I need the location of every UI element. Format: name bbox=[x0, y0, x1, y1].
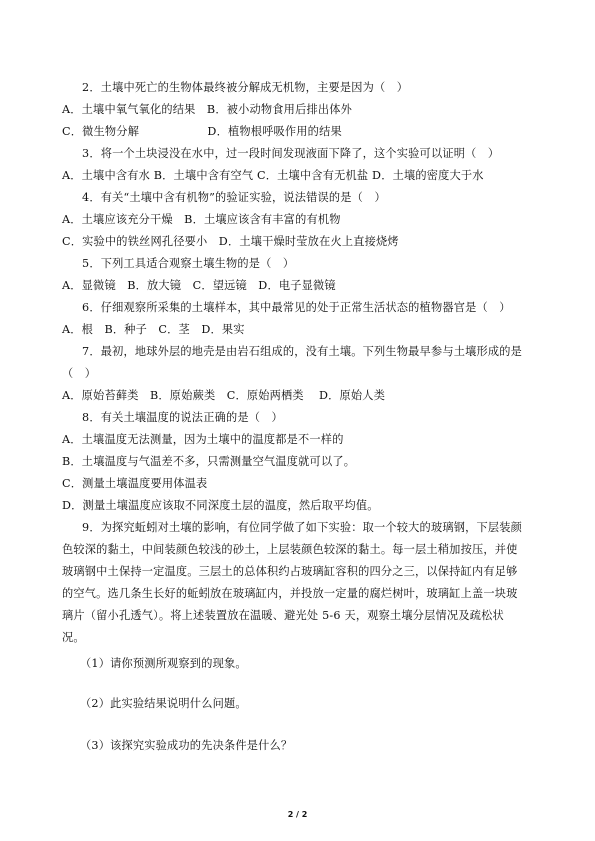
question-8: 8．有关土壤温度的说法正确的是（ ） bbox=[82, 411, 283, 424]
question-4: 4．有关“土壤中含有机物”的验证实验，说法错误的是（ ） bbox=[82, 191, 386, 204]
option-row: A．原始苔藓类 B．原始蕨类 C．原始两栖类 D．原始人类 bbox=[62, 389, 386, 402]
option-row: D．测量土壤温度应该取不同深度土层的温度，然后取平均值。 bbox=[62, 499, 379, 512]
option-row: C．实验中的铁丝网孔径要小 D．土壤干燥时莹放在火上直接烧烤 bbox=[62, 235, 399, 248]
question-7: 7．最初，地球外层的地壳是由岩石组成的，没有土壤。下列生物最早参与土壤形成的是 bbox=[82, 345, 523, 358]
question-9-cont: 色较深的黏土，中间装颜色较浅的砂土，上层装颜色较深的黏土。每一层土稍加按压，并使 bbox=[62, 543, 518, 556]
question-3: 3．将一个土块浸没在水中，过一段时间发现液面下降了，这个实验可以证明（ ） bbox=[82, 147, 500, 160]
question-9-cont: 况。 bbox=[62, 631, 85, 644]
option-row: A．土壤应该充分干燥 B．土壤应该含有丰富的有机物 bbox=[62, 213, 341, 226]
page-number: 2 / 2 bbox=[287, 810, 308, 819]
sub-question-1: （1）请你预测所观察到的现象。 bbox=[80, 657, 247, 670]
option-row: B．土壤温度与气温差不多，只需测量空气温度就可以了。 bbox=[62, 455, 356, 468]
question-9-cont: 玻璃钢中土保持一定温度。三层土的总体积约占玻璃缸容积的四分之三，以保持缸内有足够 bbox=[62, 565, 518, 578]
option-row: A．土壤中含有水 B．土壤中含有空气 C．土壤中含有无机盐 D．土壤的密度大于水 bbox=[62, 169, 484, 182]
question-9-cont: 的空气。选几条生长好的蚯蚓放在玻璃缸内，并投放一定量的腐烂树叶，玻璃缸上盖一块玻 bbox=[62, 587, 518, 600]
question-6: 6．仔细观察所采集的土壤样本，其中最常见的处于正常生活状态的植物器官是（ ） bbox=[82, 301, 511, 314]
option-row: A．显微镜 B．放大镜 C．望远镜 D．电子显微镜 bbox=[62, 279, 336, 292]
question-5: 5．下列工具适合观察土壤生物的是（ ） bbox=[82, 257, 295, 270]
option-row: C．测量土壤温度要用体温表 bbox=[62, 477, 208, 490]
option-row: A．根 B．种子 C．茎 D．果实 bbox=[62, 323, 245, 336]
option-row: C．微生物分解 D．植物根呼吸作用的结果 bbox=[62, 125, 342, 138]
question-2: 2．土壤中死亡的生物体最终被分解成无机物，主要是因为（ ） bbox=[82, 81, 409, 94]
question-9: 9．为探究蚯蚓对土壤的影响，有位同学做了如下实验：取一个较大的玻璃钢，下层装颜 bbox=[82, 521, 523, 534]
question-7-cont: （ ） bbox=[62, 367, 97, 380]
option-row: A．土壤中氧气氧化的结果 B．被小动物食用后排出体外 bbox=[62, 103, 353, 116]
sub-question-2: （2）此实验结果说明什么问题。 bbox=[80, 697, 247, 710]
question-9-cont: 璃片（留小孔透气）。将上述装置放在温暖、避光处 5-6 天，观察土壤分层情况及疏松状 bbox=[62, 609, 504, 622]
sub-question-3: （3）该探究实验成功的先决条件是什么？ bbox=[80, 739, 293, 752]
option-row: A．土壤温度无法测量，因为土壤中的温度都是不一样的 bbox=[62, 433, 344, 446]
